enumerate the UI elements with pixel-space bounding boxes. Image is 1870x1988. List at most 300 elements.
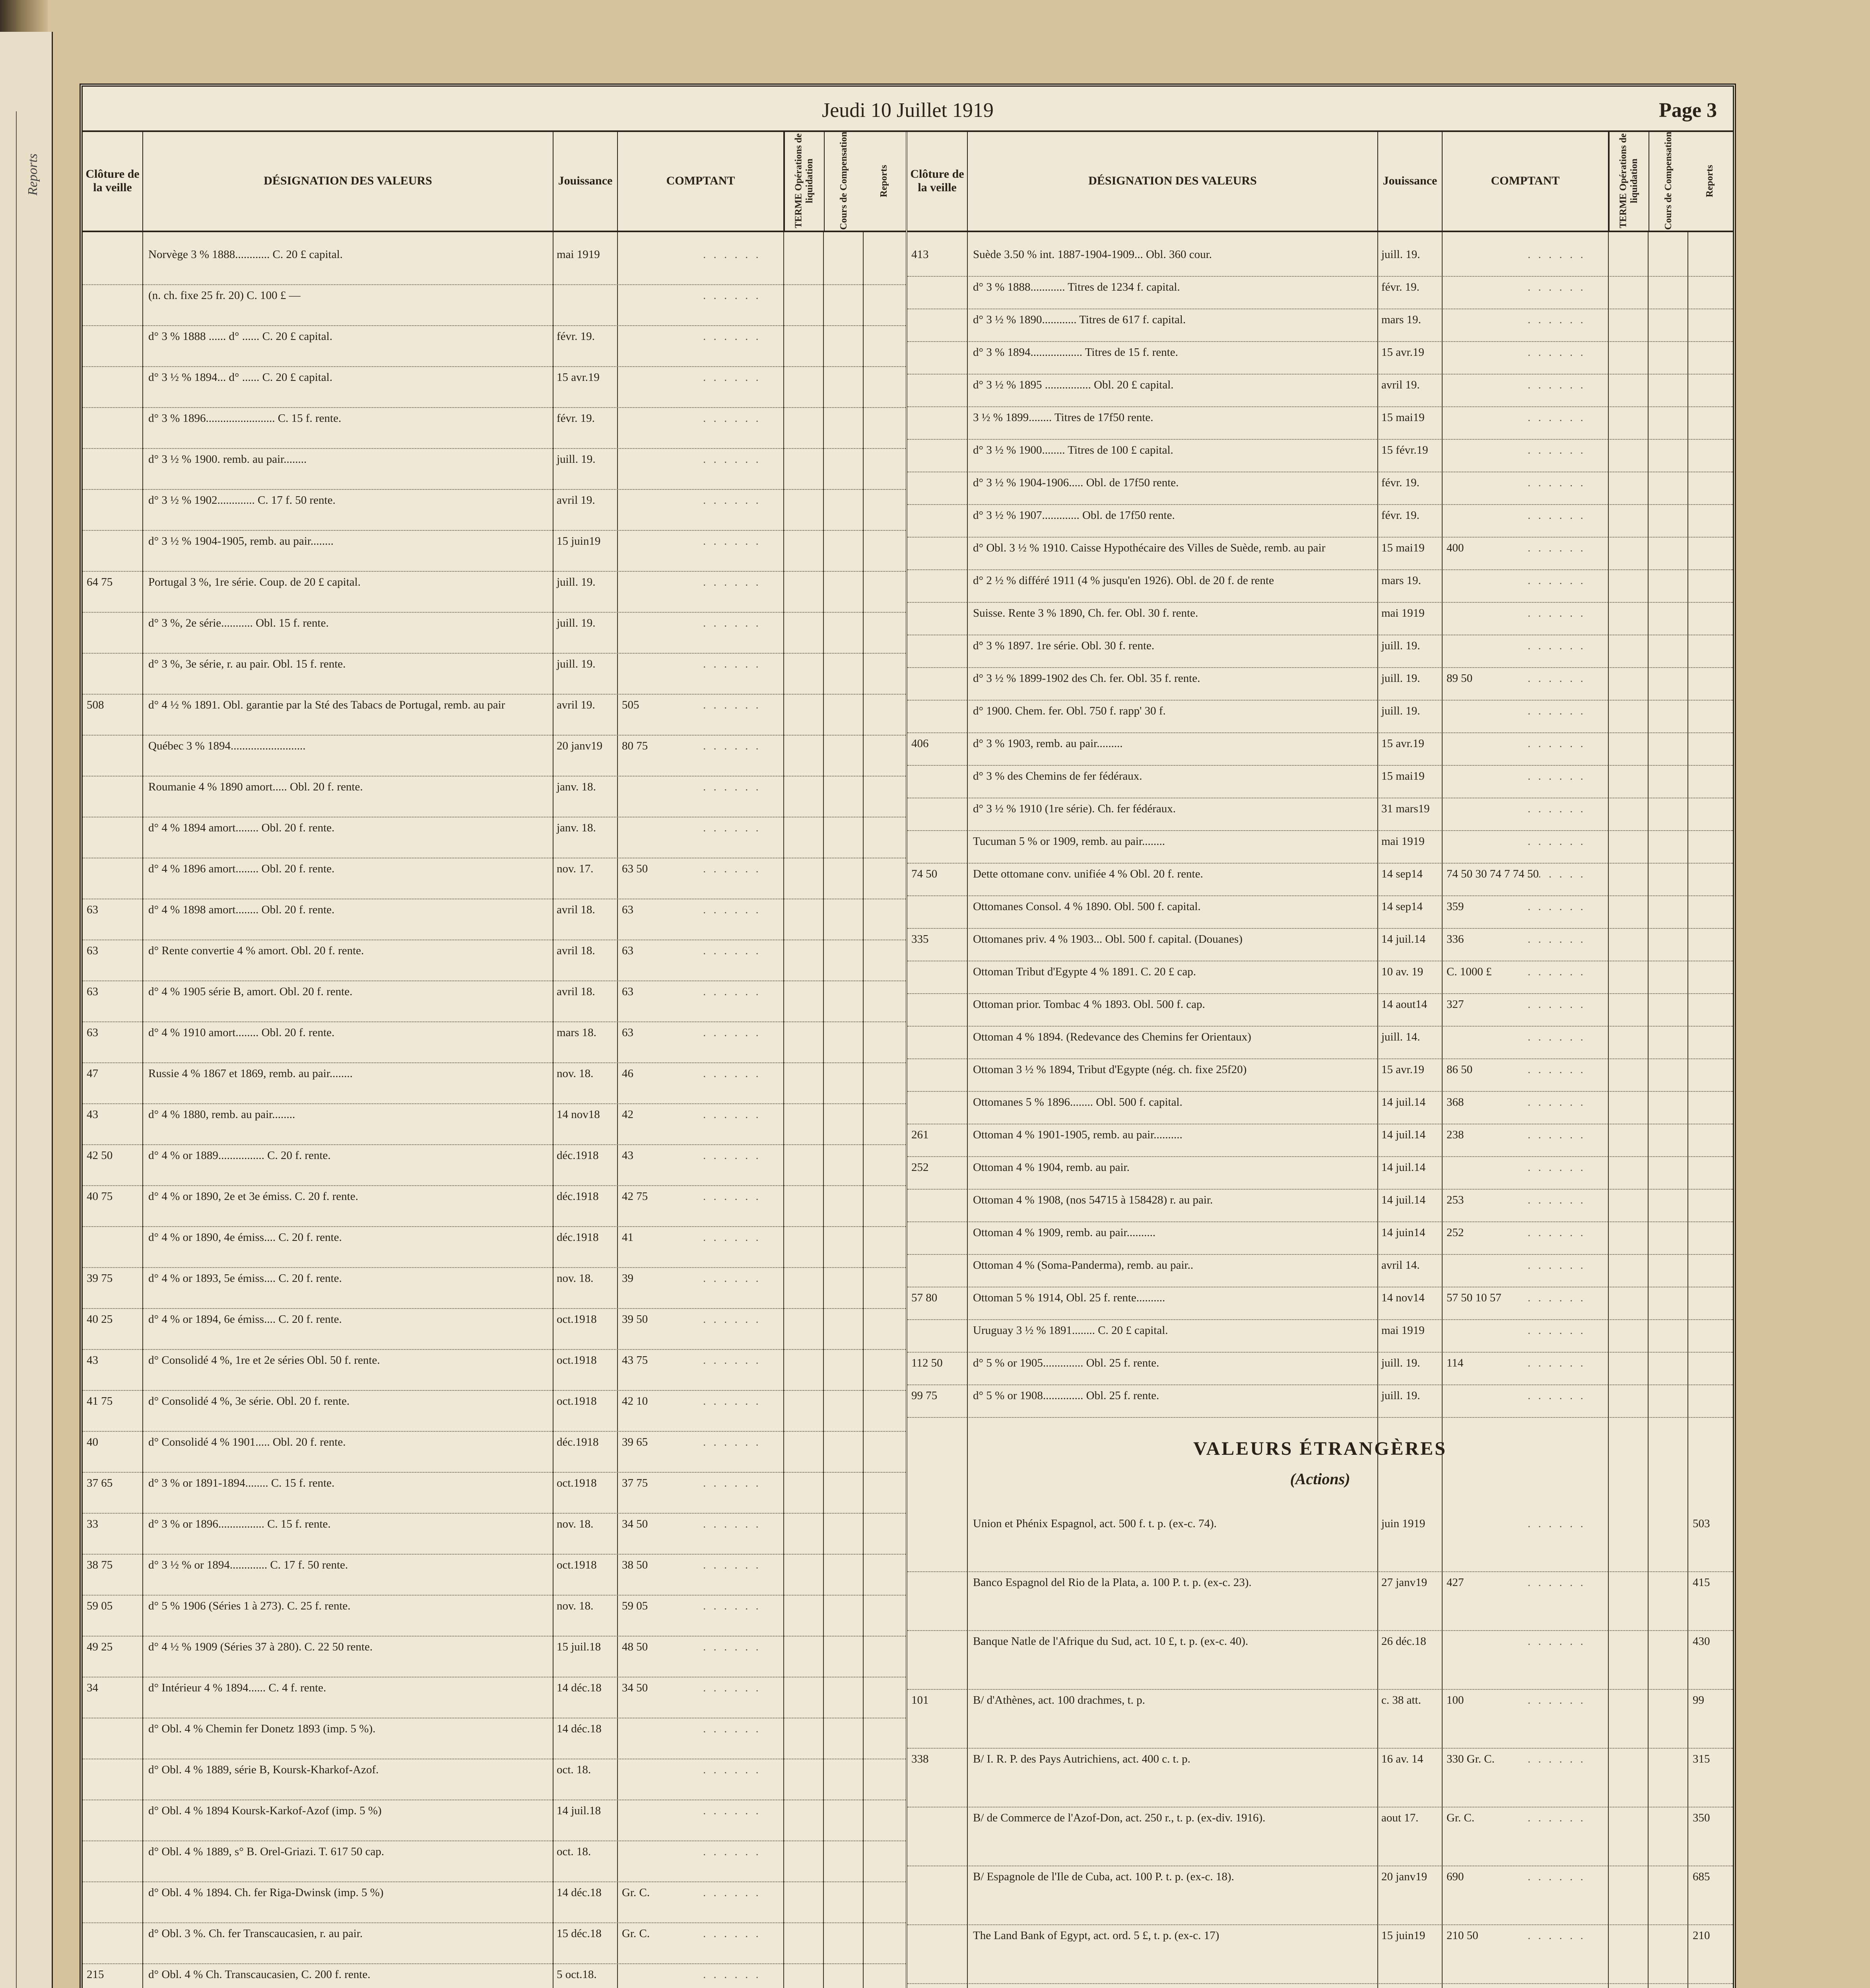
row-separator [83,899,906,900]
header-reports: Reports [1705,165,1715,197]
col-rule [1442,232,1443,1988]
comptant-value: Gr. C. [622,1927,650,1940]
reports-value: 430 [1693,1635,1710,1648]
jouissance-value: 14 aout14 [1381,998,1427,1011]
leader-dots: . . . . . . [703,862,761,875]
jouissance-value: mai 1919 [557,248,600,261]
row-separator [83,735,906,736]
page-number: Page 3 [1659,99,1717,122]
row-separator [83,612,906,613]
leader-dots: . . . . . . [1528,1324,1586,1337]
designation-text: Ottomanes Consol. 4 % 1890. Obl. 500 f. capital. [973,900,1201,913]
jouissance-value: 15 juin19 [557,535,601,547]
jouissance-value: oct.1918 [557,1395,597,1408]
jouissance-value: oct.1918 [557,1313,597,1326]
leader-dots: . . . . . . [703,1845,761,1858]
designation-text: d° Obl. 3 %. Ch. fer Transcaucasien, r. au pair. [148,1927,363,1940]
header-cloture: Clôture de la veille [83,131,143,231]
designation-text: d° 3 % 1888 ...... d° ...... C. 20 £ capital. [148,330,332,343]
row-separator [907,569,1733,571]
row-separator [907,537,1733,538]
leader-dots: . . . . . . [1528,1096,1586,1109]
row-separator [83,1021,906,1023]
leader-dots: . . . . . . [703,1272,761,1285]
designation-text: d° Consolidé 4 %, 3e série. Obl. 20 f. rente. [148,1395,350,1408]
comptant-value: 427 [1447,1576,1464,1589]
leader-dots: . . . . . . [703,699,761,711]
jouissance-value: oct. 18. [557,1763,591,1776]
designation-text: (n. ch. fixe 25 fr. 20) C. 100 £ — [148,289,301,302]
row-separator [907,1924,1733,1926]
comptant-value: 690 [1447,1870,1464,1883]
row-separator [83,325,906,327]
designation-text: d° Obl. 4 % Ch. Transcaucasien, C. 200 f. rente. [148,1968,371,1981]
jouissance-value: 15 avr.19 [1381,1063,1424,1076]
section-subtitle: (Actions) [1290,1470,1350,1488]
header-jouissance: Jouissance [1378,131,1443,231]
cloture-value: 63 [87,1026,98,1039]
designation-text: d° 3 % 1894.................. Titres de 15 f. rente. [973,346,1178,359]
row-separator [907,732,1733,734]
leader-dots: . . . . . . [1528,248,1586,261]
jouissance-value: 15 mai19 [1381,411,1425,424]
col-rule [617,232,618,1988]
jouissance-value: déc.1918 [557,1231,599,1244]
leader-dots: . . . . . . [1528,900,1586,913]
cloture-value: 64 75 [87,576,113,588]
row-separator [907,341,1733,343]
row-separator [83,1554,906,1555]
leader-dots: . . . . . . [703,1067,761,1080]
jouissance-value: juill. 19. [1381,705,1420,717]
comptant-value: 42 [622,1108,633,1121]
row-separator [83,1390,906,1392]
leader-dots: . . . . . . [1528,1357,1586,1369]
designation-text: d° 3 % 1897. 1re série. Obl. 30 f. rente. [973,639,1155,652]
leader-dots: . . . . . . [1528,542,1586,554]
row-separator [907,1319,1733,1321]
row-separator [907,1124,1733,1125]
jouissance-value: avril 19. [557,494,595,507]
jouissance-value: 16 av. 14 [1381,1753,1423,1765]
comptant-value: 63 [622,944,633,957]
row-separator [83,653,906,654]
comptant-value: 100 [1447,1694,1464,1706]
leader-dots: . . . . . . [1528,1291,1586,1304]
row-separator [83,1308,906,1310]
cloture-value: 74 50 [911,868,938,880]
cloture-value: 33 [87,1518,98,1530]
jouissance-value: oct. 18. [557,1845,591,1858]
comptant-value: 252 [1447,1226,1464,1239]
comptant-value: 42 75 [622,1190,648,1203]
jouissance-value: oct.1918 [557,1354,597,1367]
row-separator [83,1226,906,1228]
row-separator [83,1185,906,1187]
reports-value: 210 [1693,1929,1710,1942]
leader-dots: . . . . . . [703,1763,761,1776]
row-separator [907,1254,1733,1256]
comptant-value: 359 [1447,900,1464,913]
header-reports: Reports [879,165,889,197]
row-separator [907,700,1733,701]
designation-text: Ottoman Tribut d'Egypte 4 % 1891. C. 20 £ cap. [973,965,1196,978]
row-separator [907,993,1733,995]
designation-text: d° 4 ½ % 1891. Obl. garantie par la Sté des Tabacs de Portugal, remb. au pair [148,699,505,711]
leader-dots: . . . . . . [703,1968,761,1981]
comptant-value: 368 [1447,1096,1464,1109]
jouissance-value: avril 14. [1381,1259,1420,1272]
comptant-value: 41 [622,1231,633,1244]
jouissance-value: nov. 18. [557,1067,594,1080]
designation-text: d° 5 % or 1905.............. Obl. 25 f. rente. [973,1357,1159,1369]
right-table-body [907,232,1733,1988]
cloture-value: 34 [87,1681,98,1694]
row-separator [907,961,1733,962]
cloture-value: 101 [911,1694,929,1706]
comptant-value: 39 50 [622,1313,648,1326]
leader-dots: . . . . . . [1528,1389,1586,1402]
col-rule [823,232,824,1988]
comptant-value: 210 50 [1447,1929,1478,1942]
designation-text: d° 3 ½ % 1894... d° ...... C. 20 £ capital. [148,371,332,384]
designation-text: d° 3 ½ % 1904-1906..... Obl. de 17f50 rente. [973,476,1179,489]
designation-text: d° 4 % 1896 amort........ Obl. 20 f. rente. [148,862,335,875]
leader-dots: . . . . . . [703,289,761,302]
jouissance-value: 14 juil.14 [1381,933,1426,945]
row-separator [83,1267,906,1269]
row-separator [907,504,1733,506]
section-title: VALEURS ÉTRANGÈRES [1193,1438,1447,1459]
designation-text: Ottoman 4 % 1909, remb. au pair.......... [973,1226,1156,1239]
row-separator [83,489,906,491]
designation-text: d° 2 ½ % différé 1911 (4 % jusqu'en 1926). Obl. de 20 f. de rente [973,574,1274,587]
cloture-value: 252 [911,1161,929,1174]
jouissance-value: avril 18. [557,944,595,957]
comptant-value: 327 [1447,998,1464,1011]
leader-dots: . . . . . . [1528,1576,1586,1589]
designation-text: B/ d'Athènes, act. 100 drachmes, t. p. [973,1694,1145,1706]
header-designation: DÉSIGNATION DES VALEURS [968,131,1378,231]
leader-dots: . . . . . . [1528,313,1586,326]
designation-text: B/ Espagnole de l'Ile de Cuba, act. 100 P. t. p. (ex-c. 18). [973,1870,1234,1883]
leader-dots: . . . . . . [703,1149,761,1162]
cloture-value: 59 05 [87,1600,113,1612]
designation-text: Uruguay 3 ½ % 1891........ C. 20 £ capital. [973,1324,1168,1337]
cloture-value: 38 75 [87,1559,113,1571]
designation-text: d° 4 % or 1889................ C. 20 f. rente. [148,1149,331,1162]
leader-dots: . . . . . . [1528,1194,1586,1206]
row-separator [83,1103,906,1105]
designation-text: d° Obl. 4 % 1894 Koursk-Karkof-Azof (imp. 5 %) [148,1804,382,1817]
leader-dots: . . . . . . [703,1395,761,1408]
row-separator [83,1963,906,1965]
jouissance-value: 15 avr.19 [1381,346,1424,359]
jouissance-value: 26 déc.18 [1381,1635,1426,1648]
row-separator [907,1091,1733,1093]
designation-text: d° 3 % or 1896................ C. 15 f. rente. [148,1518,331,1530]
comptant-value: 74 50 30 74 7 74 50 [1447,868,1539,880]
leader-dots: . . . . . . [703,1886,761,1899]
jouissance-value: févr. 19. [1381,281,1419,293]
col-rule [863,232,864,1988]
leader-dots: . . . . . . [1528,574,1586,587]
row-separator [907,309,1733,310]
leader-dots: . . . . . . [703,1108,761,1121]
left-table-body [83,232,906,1988]
comptant-value: 253 [1447,1194,1464,1206]
row-separator [907,1807,1733,1808]
reports-value: 350 [1693,1811,1710,1824]
comptant-value: 505 [622,699,639,711]
jouissance-value: 14 nov18 [557,1108,600,1121]
row-separator [83,858,906,859]
row-separator [83,940,906,941]
designation-text: Ottoman 3 ½ % 1894, Tribut d'Egypte (nég. ch. fixe 25f20) [973,1063,1247,1076]
jouissance-value: 15 mai19 [1381,770,1425,782]
designation-text: d° 4 % 1910 amort........ Obl. 20 f. rente. [148,1026,335,1039]
designation-text: d° 3 ½ % or 1894............. C. 17 f. 50 rente. [148,1559,348,1571]
row-separator [907,863,1733,864]
designation-text: Ottomanes priv. 4 % 1903... Obl. 500 f. capital. (Douanes) [973,933,1243,945]
row-separator [83,776,906,777]
designation-text: d° 3 % 1896........................ C. 15 f. rente. [148,412,342,425]
col-rule [1648,232,1649,1988]
leader-dots: . . . . . . [703,1518,761,1530]
row-separator [907,1866,1733,1867]
left-column-block [83,131,907,1988]
leader-dots: . . . . . . [1528,1063,1586,1076]
jouissance-value: janv. 18. [557,780,596,793]
jouissance-value: 31 mars19 [1381,802,1430,815]
designation-text: Ottoman 4 % 1901-1905, remb. au pair.......... [973,1128,1183,1141]
cloture-value: 43 [87,1108,98,1121]
leader-dots: . . . . . . [703,1927,761,1940]
jouissance-value: 14 juil.14 [1381,1194,1426,1206]
jouissance-value: juill. 19. [1381,639,1420,652]
cloture-value: 338 [911,1753,929,1765]
leader-dots: . . . . . . [703,1681,761,1694]
jouissance-value: juill. 19. [1381,672,1420,685]
leader-dots: . . . . . . [1528,509,1586,522]
leader-dots: . . . . . . [1528,444,1586,456]
comptant-value: 80 75 [622,740,648,752]
leader-dots: . . . . . . [703,821,761,834]
jouissance-value: aout 17. [1381,1811,1419,1824]
jouissance-value: déc.1918 [557,1190,599,1203]
jouissance-value: nov. 17. [557,862,594,875]
jouissance-value: mars 18. [557,1026,596,1039]
header-comptant: COMPTANT [1443,131,1609,231]
left-column-headers [83,131,906,232]
reports-value: 315 [1693,1753,1710,1765]
jouissance-value: 15 avr.19 [557,371,600,384]
reports-value: 415 [1693,1576,1710,1589]
leader-dots: . . . . . . [1528,705,1586,717]
cloture-value: 49 25 [87,1640,113,1653]
row-separator [83,530,906,532]
row-separator [83,571,906,573]
row-separator [83,694,906,695]
header-terme: TERME Opérations de liquidation [1609,131,1649,231]
designation-text: d° 3 ½ % 1900. remb. au pair........ [148,453,307,466]
leader-dots: . . . . . . [1528,1870,1586,1883]
row-separator [83,1718,906,1719]
cloture-value: 40 [87,1436,98,1448]
designation-text: d° 3 % 1903, remb. au pair......... [973,737,1123,750]
row-separator [83,448,906,450]
leader-dots: . . . . . . [703,535,761,547]
row-separator [907,374,1733,375]
leader-dots: . . . . . . [1528,607,1586,619]
jouissance-value: 14 sep14 [1381,868,1423,880]
jouissance-value: 15 juin19 [1381,1929,1425,1942]
leader-dots: . . . . . . [1528,1031,1586,1043]
jouissance-value: nov. 18. [557,1600,594,1612]
page-header [83,87,1733,132]
header-cours: Cours de Compensation [1649,131,1688,231]
designation-text: Ottoman 4 % (Soma-Panderma), remb. au pair.. [973,1259,1194,1272]
cloture-value: 63 [87,985,98,998]
cloture-value: 37 65 [87,1477,113,1489]
comptant-value: 37 75 [622,1477,648,1489]
designation-text: Ottomanes 5 % 1896........ Obl. 500 f. capital. [973,1096,1183,1109]
leader-dots: . . . . . . [1528,411,1586,424]
leader-dots: . . . . . . [1528,379,1586,391]
jouissance-value: 14 nov14 [1381,1291,1425,1304]
jouissance-value: janv. 18. [557,821,596,834]
designation-text: d° 4 % or 1890, 4e émiss.... C. 20 f. rente. [148,1231,342,1244]
leader-dots: . . . . . . [703,780,761,793]
jouissance-value: 15 févr.19 [1381,444,1428,456]
leader-dots: . . . . . . [1528,737,1586,750]
previous-page-strip [0,32,53,1988]
cloture-value: 406 [911,737,929,750]
designation-text: Dette ottomane conv. unifiée 4 % Obl. 20 f. rente. [973,868,1203,880]
jouissance-value: déc.1918 [557,1149,599,1162]
row-separator [907,276,1733,278]
designation-text: Ottoman prior. Tombac 4 % 1893. Obl. 500 f. cap. [973,998,1205,1011]
jouissance-value: déc.1918 [557,1436,599,1448]
row-separator [83,407,906,409]
designation-text: d° Obl. 4 % 1889, s° B. Orel-Griazi. T. 617 50 cap. [148,1845,384,1858]
jouissance-value: oct.1918 [557,1477,597,1489]
col-rule [1377,232,1378,1988]
row-separator [907,667,1733,669]
cloture-value: 413 [911,248,929,261]
leader-dots: . . . . . . [1528,802,1586,815]
row-separator [907,798,1733,799]
leader-dots: . . . . . . [703,1436,761,1448]
designation-text: d° Obl. 4 % 1889, série B, Koursk-Kharkof-Azof. [148,1763,379,1776]
leader-dots: . . . . . . [703,1026,761,1039]
jouissance-value: 15 déc.18 [557,1927,602,1940]
row-separator [83,1759,906,1760]
designation-text: d° 3 ½ % 1910 (1re série). Ch. fer fédéraux. [973,802,1176,815]
cloture-value: 47 [87,1067,98,1080]
designation-text: d° 5 % or 1908.............. Obl. 25 f. rente. [973,1389,1159,1402]
comptant-value: C. 1000 £ [1447,965,1492,978]
leader-dots: . . . . . . [1528,672,1586,685]
designation-text: d° 3 ½ % 1900........ Titres de 100 £ capital. [973,444,1173,456]
leader-dots: . . . . . . [1528,965,1586,978]
jouissance-value: juill. 19. [557,658,596,670]
comptant-value: 89 50 [1447,672,1473,685]
row-separator [907,1352,1733,1353]
leader-dots: . . . . . . [703,1354,761,1367]
jouissance-value: févr. 19. [557,330,595,343]
comptant-value: 86 50 [1447,1063,1473,1076]
row-separator [83,1349,906,1351]
row-separator [83,817,906,818]
designation-text: Portugal 3 %, 1re série. Coup. de 20 £ capital. [148,576,361,588]
designation-text: Tucuman 5 % or 1909, remb. au pair........ [973,835,1165,848]
jouissance-value: 15 avr.19 [1381,737,1424,750]
row-separator [907,406,1733,408]
row-separator [907,1384,1733,1386]
leader-dots: . . . . . . [703,576,761,588]
designation-text: Union et Phénix Espagnol, act. 500 f. t. p. (ex-c. 74). [973,1517,1217,1530]
reports-value: 503 [1693,1517,1710,1530]
designation-text: Ottoman 5 % 1914, Obl. 25 f. rente.......... [973,1291,1165,1304]
comptant-value: 43 75 [622,1354,648,1367]
row-separator [907,1287,1733,1288]
jouissance-value: juill. 19. [557,453,596,466]
jouissance-value: avril 19. [557,699,595,711]
page-date: Jeudi 10 Juillet 1919 [822,99,994,122]
jouissance-value: 5 oct.18. [557,1968,597,1981]
designation-text: Ottoman 4 % 1904, remb. au pair. [973,1161,1130,1174]
comptant-value: 34 50 [622,1681,648,1694]
leader-dots: . . . . . . [703,740,761,752]
jouissance-value: 27 janv19 [1381,1576,1427,1589]
right-column-block [907,131,1733,1988]
designation-text: Roumanie 4 % 1890 amort..... Obl. 20 f. rente. [148,780,363,793]
row-separator [907,765,1733,767]
jouissance-value: 14 sep14 [1381,900,1423,913]
jouissance-value: mai 1919 [1381,1324,1425,1337]
comptant-value: 63 [622,903,633,916]
leader-dots: . . . . . . [703,1722,761,1735]
leader-dots: . . . . . . [703,985,761,998]
cloture-value: 57 80 [911,1291,938,1304]
leader-dots: . . . . . . [1528,476,1586,489]
comptant-value: 48 50 [622,1640,648,1653]
row-separator [907,1983,1733,1985]
comptant-value: 34 50 [622,1518,648,1530]
row-separator [83,1062,906,1064]
leader-dots: . . . . . . [1528,639,1586,652]
row-separator [907,895,1733,897]
designation-text: d° 4 % 1905 série B, amort. Obl. 20 f. rente. [148,985,353,998]
comptant-value: 63 50 [622,862,648,875]
leader-dots: . . . . . . [1528,1128,1586,1141]
leader-dots: . . . . . . [703,1231,761,1244]
header-cours: Cours de Compensation [824,131,864,231]
row-separator [907,1630,1733,1632]
jouissance-value: mai 1919 [1381,835,1425,848]
jouissance-value: mars 19. [1381,313,1421,326]
jouissance-value: avril 19. [1381,379,1420,391]
col-rule [783,232,784,1988]
leader-dots: . . . . . . [703,1477,761,1489]
designation-text: d° 4 % 1898 amort........ Obl. 20 f. rente. [148,903,335,916]
jouissance-value: avril 18. [557,903,595,916]
designation-text: d° 4 % 1880, remb. au pair........ [148,1108,295,1121]
comptant-value: Gr. C. [1447,1811,1475,1824]
jouissance-value: juill. 19. [1381,1357,1420,1369]
designation-text: The Land Bank of Egypt, act. ord. 5 £, t. p. (ex-c. 17) [973,1929,1219,1942]
